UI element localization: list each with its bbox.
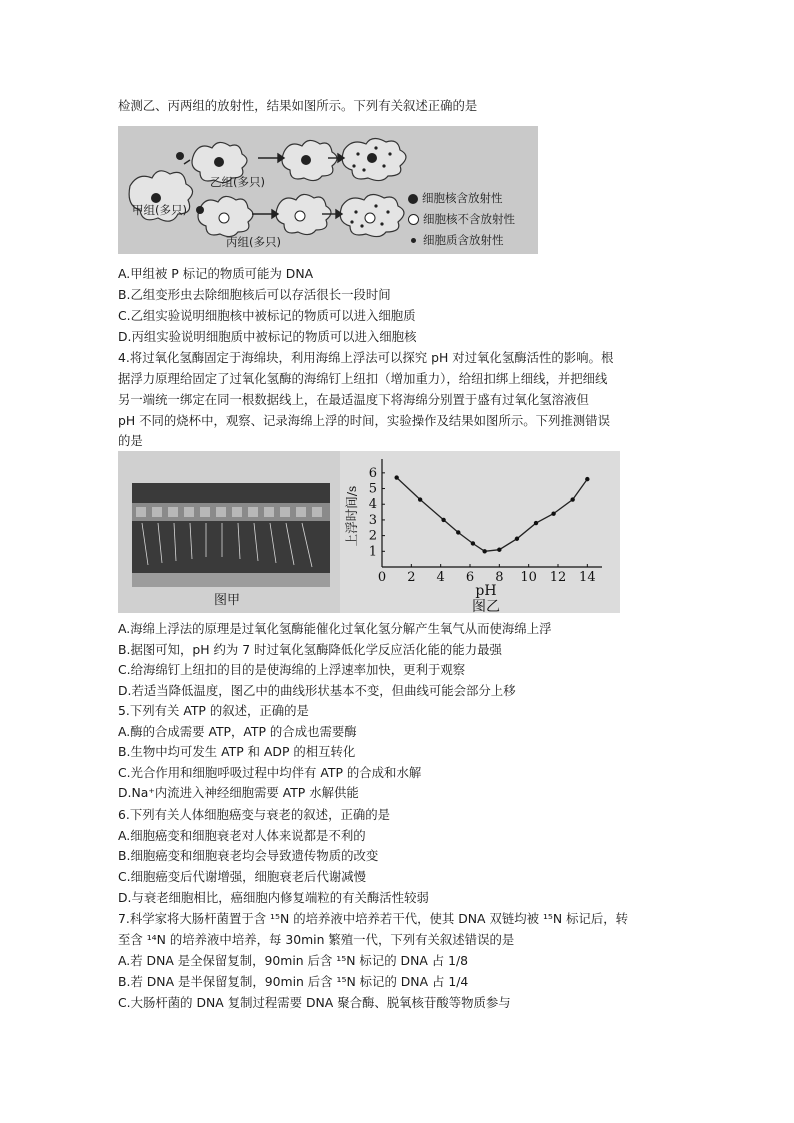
data-point <box>515 537 519 541</box>
data-point <box>551 511 555 515</box>
x-tick-label: 6 <box>465 570 475 585</box>
x-tick-label: 10 <box>520 570 537 585</box>
data-point <box>482 549 486 553</box>
data-point <box>534 521 538 525</box>
q4-option-a: A.海绵上浮法的原理是过氧化氢酶能催化过氧化氢分解产生氧气从而使海绵上浮 <box>118 621 552 636</box>
q4-option-c: C.给海绵钉上纽扣的目的是使海绵的上浮速率加快，更利于观察 <box>118 662 466 677</box>
q5-option-d: D.Na⁺内流进入神经细胞需要 ATP 水解供能 <box>118 785 359 800</box>
x-tick-label: 2 <box>407 570 416 585</box>
q5-option-b: B.生物中均可发生 ATP 和 ADP 的相互转化 <box>118 744 356 759</box>
data-point <box>497 548 501 552</box>
label-group-a: 甲组(多只) <box>132 203 187 217</box>
q3-option-d: D.丙组实验说明细胞质中被标记的物质可以进入细胞核 <box>118 329 417 344</box>
legend <box>408 188 515 251</box>
small-dot-icon <box>411 238 416 243</box>
q6-option-d: D.与衰老细胞相比，癌细胞内修复端粒的有关酶活性较弱 <box>118 890 429 905</box>
label-group-c: 丙组(多只) <box>226 235 281 249</box>
y-tick-label: 6 <box>368 465 377 481</box>
label-group-b: 乙组(多只) <box>210 175 265 189</box>
data-point <box>418 497 422 501</box>
intro-text: 检测乙、丙两组的放射性，结果如图所示。下列有关叙述正确的是 <box>118 98 478 113</box>
q7-option-a: A.若 DNA 是全保留复制，90min 后含 ¹⁵N 标记的 DNA 占 1/8 <box>118 953 469 968</box>
x-tick-label: 12 <box>549 570 567 585</box>
data-point <box>471 541 475 545</box>
line-chart <box>340 451 620 613</box>
photo-caption: 图甲 <box>214 593 241 608</box>
q7-option-c: C.大肠杆菌的 DNA 复制过程需要 DNA 聚合酶、脱氧核苷酸等物质参与 <box>118 995 511 1010</box>
q7-option-b: B.若 DNA 是半保留复制，90min 后含 ¹⁵N 标记的 DNA 占 1/4 <box>118 974 469 989</box>
y-tick-label: 4 <box>368 497 377 513</box>
q6-stem: 6.下列有关人体细胞癌变与衰老的叙述，正确的是 <box>118 807 391 822</box>
data-point <box>456 530 460 534</box>
y-tick-label: 3 <box>368 512 377 528</box>
sponge-experiment-figure <box>118 451 620 613</box>
q4-stem-line2: 据浮力原理给固定了过氧化氢酶的海绵钉上纽扣（增加重力），给纽扣绑上细线，并把细线 <box>118 371 608 386</box>
chart-caption: 图乙 <box>472 599 500 613</box>
q6-option-c: C.细胞癌变后代谢增强，细胞衰老后代谢减慢 <box>118 869 367 884</box>
legend-item-nucleus-not-radioactive: 细胞核不含放射性 <box>408 209 515 230</box>
legend-item-nucleus-radioactive: 细胞核含放射性 <box>408 188 515 209</box>
q4-option-d: D.若适当降低温度，图乙中的曲线形状基本不变，但曲线可能会部分上移 <box>118 683 516 698</box>
q7-stem-line2: 至含 ¹⁴N 的培养液中培养，每 30min 繁殖一代，下列有关叙述错误的是 <box>118 932 515 947</box>
q7-stem-line1: 7.科学家将大肠杆菌置于含 ¹⁵N 的培养液中培养若干代，使其 DNA 双链均被 ¹⁵N 标记后，转 <box>118 911 629 926</box>
x-tick-label: 14 <box>579 570 596 585</box>
q4-option-b: B.据图可知，pH 约为 7 时过氧化氢酶降低化学反应活化能的能力最强 <box>118 642 502 657</box>
q3-option-c: C.乙组实验说明细胞核中被标记的物质可以进入细胞质 <box>118 308 416 323</box>
data-point <box>570 497 574 501</box>
y-tick-label: 5 <box>368 481 377 497</box>
amoeba-experiment-figure <box>118 126 538 254</box>
y-axis-label: 上浮时间/s <box>344 485 359 547</box>
q5-option-a: A.酶的合成需要 ATP，ATP 的合成也需要酶 <box>118 724 357 739</box>
q6-option-b: B.细胞癌变和细胞衰老均会导致遗传物质的改变 <box>118 848 379 863</box>
data-point <box>441 518 445 522</box>
x-tick-label: 4 <box>436 570 445 585</box>
x-tick-label: 8 <box>495 570 504 585</box>
legend-item-cytoplasm-radioactive: 细胞质含放射性 <box>408 230 515 251</box>
filled-circle-icon <box>408 194 418 204</box>
q5-option-c: C.光合作用和细胞呼吸过程中均伴有 ATP 的合成和水解 <box>118 765 422 780</box>
data-point <box>585 477 589 481</box>
sponge-photo <box>118 451 340 613</box>
x-tick-label: 0 <box>377 570 387 585</box>
q4-stem-line4: pH 不同的烧杯中，观察、记录海绵上浮的时间，实验操作及结果如图所示。下列推测错误 <box>118 413 610 428</box>
q4-stem-line5: 的是 <box>118 433 143 448</box>
q3-option-a: A.甲组被 P 标记的物质可能为 DNA <box>118 266 314 281</box>
series-line <box>397 478 588 552</box>
x-axis-label: pH <box>475 583 497 599</box>
data-point <box>394 475 398 479</box>
y-tick-label: 1 <box>368 544 377 560</box>
y-tick-label: 2 <box>368 528 377 544</box>
q5-stem: 5.下列有关 ATP 的叙述，正确的是 <box>118 703 309 718</box>
q4-stem-line1: 4.将过氧化氢酶固定于海绵块，利用海绵上浮法可以探究 pH 对过氧化氢酶活性的影响。根 <box>118 350 614 365</box>
q4-stem-line3: 另一端统一绑定在同一根数据线上，在最适温度下将海绵分别置于盛有过氧化氢溶液但 <box>118 392 589 407</box>
hollow-circle-icon <box>408 214 419 225</box>
q6-option-a: A.细胞癌变和细胞衰老对人体来说都是不利的 <box>118 828 366 843</box>
q3-option-b: B.乙组变形虫去除细胞核后可以存活很长一段时间 <box>118 287 391 302</box>
ph-float-time-chart <box>340 451 620 613</box>
